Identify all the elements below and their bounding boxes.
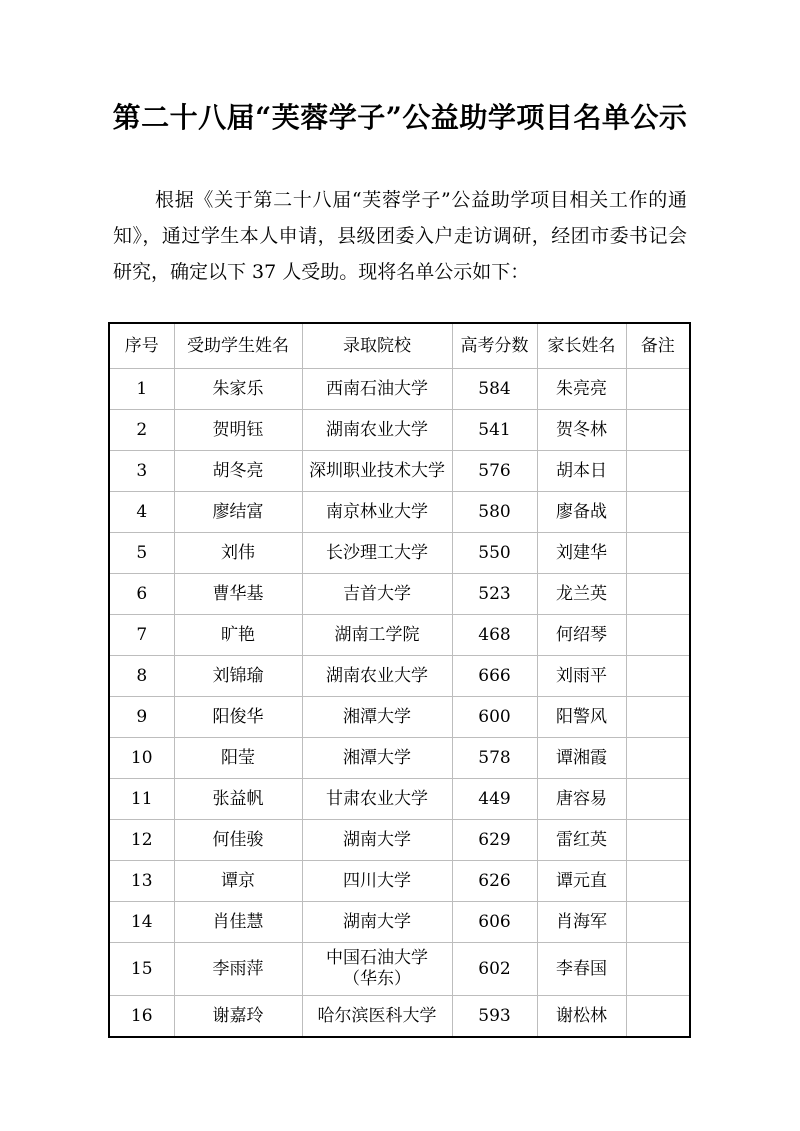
- cell-parent-name: 贺冬林: [537, 410, 626, 451]
- cell-student-name: 朱家乐: [174, 369, 302, 410]
- cell-student-name: 阳莹: [174, 738, 302, 779]
- cell-student-name: 肖佳慧: [174, 902, 302, 943]
- cell-score: 626: [452, 861, 537, 902]
- cell-parent-name: 阳警风: [537, 697, 626, 738]
- cell-student-name: 曹华基: [174, 574, 302, 615]
- cell-school: 吉首大学: [302, 574, 452, 615]
- cell-index: 13: [110, 861, 174, 902]
- table-row: [110, 533, 689, 574]
- cell-student-name: 阳俊华: [174, 697, 302, 738]
- table-header: [110, 324, 689, 369]
- cell-student-name: 谭京: [174, 861, 302, 902]
- cell-school: 湘潭大学: [302, 697, 452, 738]
- cell-remark: [626, 492, 689, 533]
- cell-parent-name: 刘建华: [537, 533, 626, 574]
- cell-remark: [626, 738, 689, 779]
- cell-score: 580: [452, 492, 537, 533]
- body-section: [113, 182, 687, 290]
- cell-parent-name: 唐容易: [537, 779, 626, 820]
- cell-school: 湖南农业大学: [302, 410, 452, 451]
- cell-score: 584: [452, 369, 537, 410]
- cell-student-name: 廖结富: [174, 492, 302, 533]
- cell-index: 6: [110, 574, 174, 615]
- table-row: [110, 615, 689, 656]
- cell-school: 哈尔滨医科大学: [302, 996, 452, 1037]
- cell-school: 南京林业大学: [302, 492, 452, 533]
- cell-school: 湘潭大学: [302, 738, 452, 779]
- table-row: [110, 943, 689, 996]
- cell-school: 四川大学: [302, 861, 452, 902]
- cell-score: 449: [452, 779, 537, 820]
- cell-index: 14: [110, 902, 174, 943]
- cell-student-name: 张益帆: [174, 779, 302, 820]
- table-row: [110, 902, 689, 943]
- table-body: [110, 369, 689, 1037]
- cell-parent-name: 朱亮亮: [537, 369, 626, 410]
- roster-table: [110, 324, 689, 1036]
- cell-score: 629: [452, 820, 537, 861]
- cell-school: 湖南大学: [302, 820, 452, 861]
- table-row: [110, 369, 689, 410]
- cell-index: 9: [110, 697, 174, 738]
- cell-score: 541: [452, 410, 537, 451]
- cell-score: 606: [452, 902, 537, 943]
- cell-school: 甘肃农业大学: [302, 779, 452, 820]
- cell-index: 4: [110, 492, 174, 533]
- cell-parent-name: 廖备战: [537, 492, 626, 533]
- cell-index: 3: [110, 451, 174, 492]
- cell-school: 湖南大学: [302, 902, 452, 943]
- cell-score: 600: [452, 697, 537, 738]
- cell-parent-name: 谭湘霞: [537, 738, 626, 779]
- table-row: [110, 697, 689, 738]
- cell-student-name: 胡冬亮: [174, 451, 302, 492]
- cell-remark: [626, 369, 689, 410]
- column-header-parent-name: 家长姓名: [537, 324, 626, 369]
- cell-remark: [626, 820, 689, 861]
- cell-school: 湖南农业大学: [302, 656, 452, 697]
- cell-parent-name: 谢松林: [537, 996, 626, 1037]
- table-row: [110, 820, 689, 861]
- cell-parent-name: 胡本日: [537, 451, 626, 492]
- cell-parent-name: 李春国: [537, 943, 626, 996]
- cell-remark: [626, 697, 689, 738]
- cell-parent-name: 刘雨平: [537, 656, 626, 697]
- cell-score: 578: [452, 738, 537, 779]
- table-row: [110, 410, 689, 451]
- cell-index: 5: [110, 533, 174, 574]
- cell-index: 12: [110, 820, 174, 861]
- cell-score: 468: [452, 615, 537, 656]
- table-row: [110, 779, 689, 820]
- cell-parent-name: 龙兰英: [537, 574, 626, 615]
- cell-remark: [626, 615, 689, 656]
- cell-index: 7: [110, 615, 174, 656]
- column-header-school: 录取院校: [302, 324, 452, 369]
- column-header-score: 高考分数: [452, 324, 537, 369]
- cell-student-name: 李雨萍: [174, 943, 302, 996]
- roster-table-container: [108, 322, 691, 1038]
- cell-parent-name: 谭元直: [537, 861, 626, 902]
- table-row: [110, 574, 689, 615]
- cell-parent-name: 肖海军: [537, 902, 626, 943]
- cell-remark: [626, 943, 689, 996]
- cell-remark: [626, 861, 689, 902]
- table-row: [110, 656, 689, 697]
- cell-index: 10: [110, 738, 174, 779]
- cell-parent-name: 何绍琴: [537, 615, 626, 656]
- cell-student-name: 何佳骏: [174, 820, 302, 861]
- cell-school: 深圳职业技术大学: [302, 451, 452, 492]
- cell-remark: [626, 410, 689, 451]
- table-row: [110, 996, 689, 1037]
- cell-student-name: 贺明钰: [174, 410, 302, 451]
- cell-student-name: 旷艳: [174, 615, 302, 656]
- table-row: [110, 492, 689, 533]
- cell-student-name: 刘伟: [174, 533, 302, 574]
- cell-school: 湖南工学院: [302, 615, 452, 656]
- cell-index: 2: [110, 410, 174, 451]
- school-name-line-1: 中国石油大学: [326, 948, 428, 968]
- cell-school: 西南石油大学: [302, 369, 452, 410]
- column-header-remark: 备注: [626, 324, 689, 369]
- table-row: [110, 861, 689, 902]
- cell-school: 长沙理工大学: [302, 533, 452, 574]
- cell-index: 8: [110, 656, 174, 697]
- cell-remark: [626, 533, 689, 574]
- cell-school: [302, 943, 452, 996]
- cell-parent-name: 雷红英: [537, 820, 626, 861]
- column-header-student-name: 受助学生姓名: [174, 324, 302, 369]
- page-title: 第二十八届“芙蓉学子”公益助学项目名单公示: [112, 101, 688, 134]
- cell-score: 576: [452, 451, 537, 492]
- school-name-line-2: （华东）: [343, 969, 411, 989]
- cell-index: 1: [110, 369, 174, 410]
- column-header-index: 序号: [110, 324, 174, 369]
- cell-student-name: 刘锦瑜: [174, 656, 302, 697]
- cell-remark: [626, 996, 689, 1037]
- intro-paragraph: 根据《关于第二十八届“芙蓉学子”公益助学项目相关工作的通知》，通过学生本人申请，县级团委入户走访调研，经团市委书记会研究，确定以下 37 人受助。现将名单公示如下：: [113, 189, 687, 283]
- cell-score: 550: [452, 533, 537, 574]
- table-row: [110, 738, 689, 779]
- cell-remark: [626, 451, 689, 492]
- table-row: [110, 451, 689, 492]
- cell-index: 16: [110, 996, 174, 1037]
- cell-remark: [626, 779, 689, 820]
- cell-score: 523: [452, 574, 537, 615]
- cell-remark: [626, 902, 689, 943]
- cell-student-name: 谢嘉玲: [174, 996, 302, 1037]
- cell-score: 602: [452, 943, 537, 996]
- cell-index: 11: [110, 779, 174, 820]
- cell-score: 666: [452, 656, 537, 697]
- table-header-row: [110, 324, 689, 369]
- cell-index: 15: [110, 943, 174, 996]
- cell-remark: [626, 574, 689, 615]
- cell-score: 593: [452, 996, 537, 1037]
- cell-remark: [626, 656, 689, 697]
